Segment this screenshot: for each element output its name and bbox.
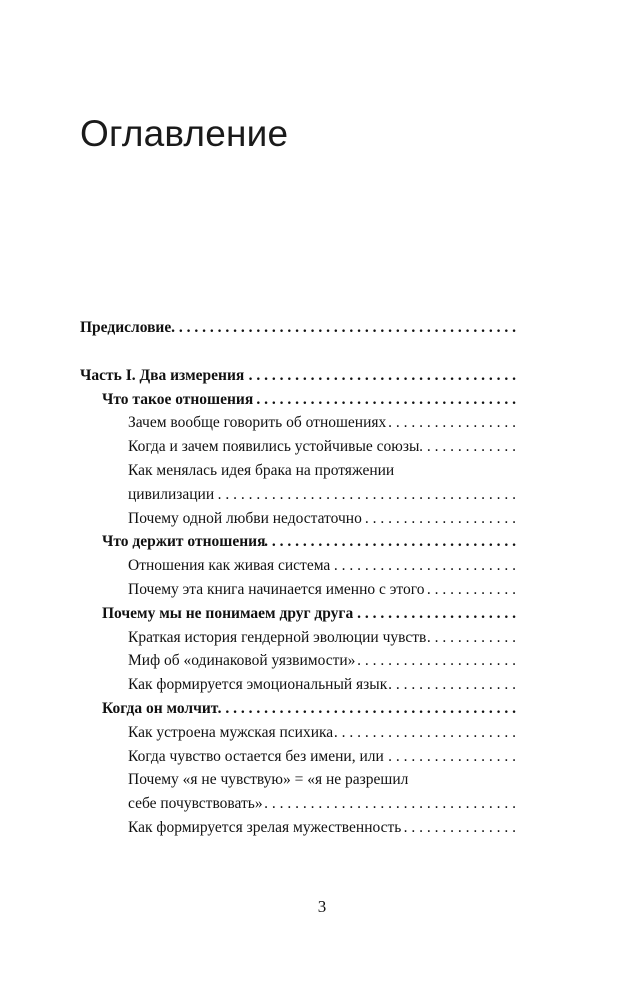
toc-entry-chapter-3[interactable] [80,602,516,626]
toc-entry-label: Как формируется эмоциональный язык [128,676,388,694]
dot-leader [384,745,516,769]
toc-entry-chapter-1[interactable] [80,388,516,412]
dot-leader [171,316,516,340]
toc-entry-label: Почему одной любви недостаточно [128,509,362,527]
dot-leader [362,507,516,531]
toc-entry-label: Что такое отношения [102,390,254,408]
toc-entry-label: Миф об «одинаковой уязвимости» [128,652,356,670]
dot-leader [401,816,516,840]
toc-entry-section[interactable] [80,578,516,602]
toc-entry-label: себе почувствовать» [128,795,263,813]
dot-leader [263,792,516,816]
dot-leader [330,554,516,578]
dot-leader [386,411,516,435]
toc-entry-section[interactable] [80,507,516,531]
dot-leader [214,483,516,507]
toc-entry-section-line-2[interactable] [80,483,516,507]
toc-entry-label: Когда он молчит [102,699,219,717]
page-number: 3 [317,897,327,916]
toc-entry-label: Предисловие [80,319,172,336]
toc-entry-label: Почему мы не понимаем друг друга [102,604,354,622]
toc-entry-section[interactable] [80,649,516,673]
toc-entry-label: Зачем вообще говорить об отношениях [128,414,387,432]
toc-entry-section[interactable] [80,673,516,697]
toc-entry-chapter-4[interactable] [80,697,516,721]
dot-leader [424,578,516,602]
dot-leader [265,530,516,554]
toc-entry-label: Краткая история гендерной эволюции чувств [128,628,427,646]
toc-entry-section[interactable] [80,554,516,578]
toc-entry-section-line-2[interactable] [80,792,516,816]
page-title: Оглавление [80,113,289,154]
toc-entry-section[interactable] [80,411,516,435]
dot-leader [353,602,516,626]
dot-leader [355,649,516,673]
toc-entry-label: цивилизации [128,485,215,503]
dot-leader [253,388,516,412]
toc-entry-section[interactable] [80,745,516,769]
toc-entry-label: Почему эта книга начинается именно с этого [128,580,425,598]
toc-entry-part-1[interactable] [80,364,516,388]
toc-entry-section-line-1[interactable]: Как менялась идея брака на протяжении [128,461,395,479]
dot-leader [333,721,516,745]
toc-entry-label: Что держит отношения [102,533,266,551]
toc-entry-label: Когда чувство остается без имени, или [128,747,384,765]
toc-entry-label: Как формируется зрелая мужественность [128,818,402,836]
toc-entry-label: Отношения как живая система [128,557,331,575]
dot-leader [419,435,516,459]
toc-entry-section[interactable] [80,435,516,459]
toc-entry-section-line-1[interactable]: Почему «я не чувствую» = «я не разрешил [128,771,409,789]
toc-entry-label: Когда и зачем появились устойчивые союзы [128,438,420,456]
toc-entry-section[interactable] [80,816,516,840]
table-of-contents [80,316,516,840]
toc-entry-section[interactable] [80,721,516,745]
toc-entry-label: Часть I. Два измерения [80,366,245,384]
dot-leader [218,697,516,721]
toc-entry-preface[interactable] [80,316,516,340]
dot-leader [426,626,516,650]
toc-entry-section[interactable] [80,626,516,650]
toc-entry-chapter-2[interactable] [80,530,516,554]
dot-leader [244,364,516,388]
dot-leader [387,673,516,697]
toc-entry-label: Как устроена мужская психика [128,723,334,741]
toc-spacer [80,340,516,364]
